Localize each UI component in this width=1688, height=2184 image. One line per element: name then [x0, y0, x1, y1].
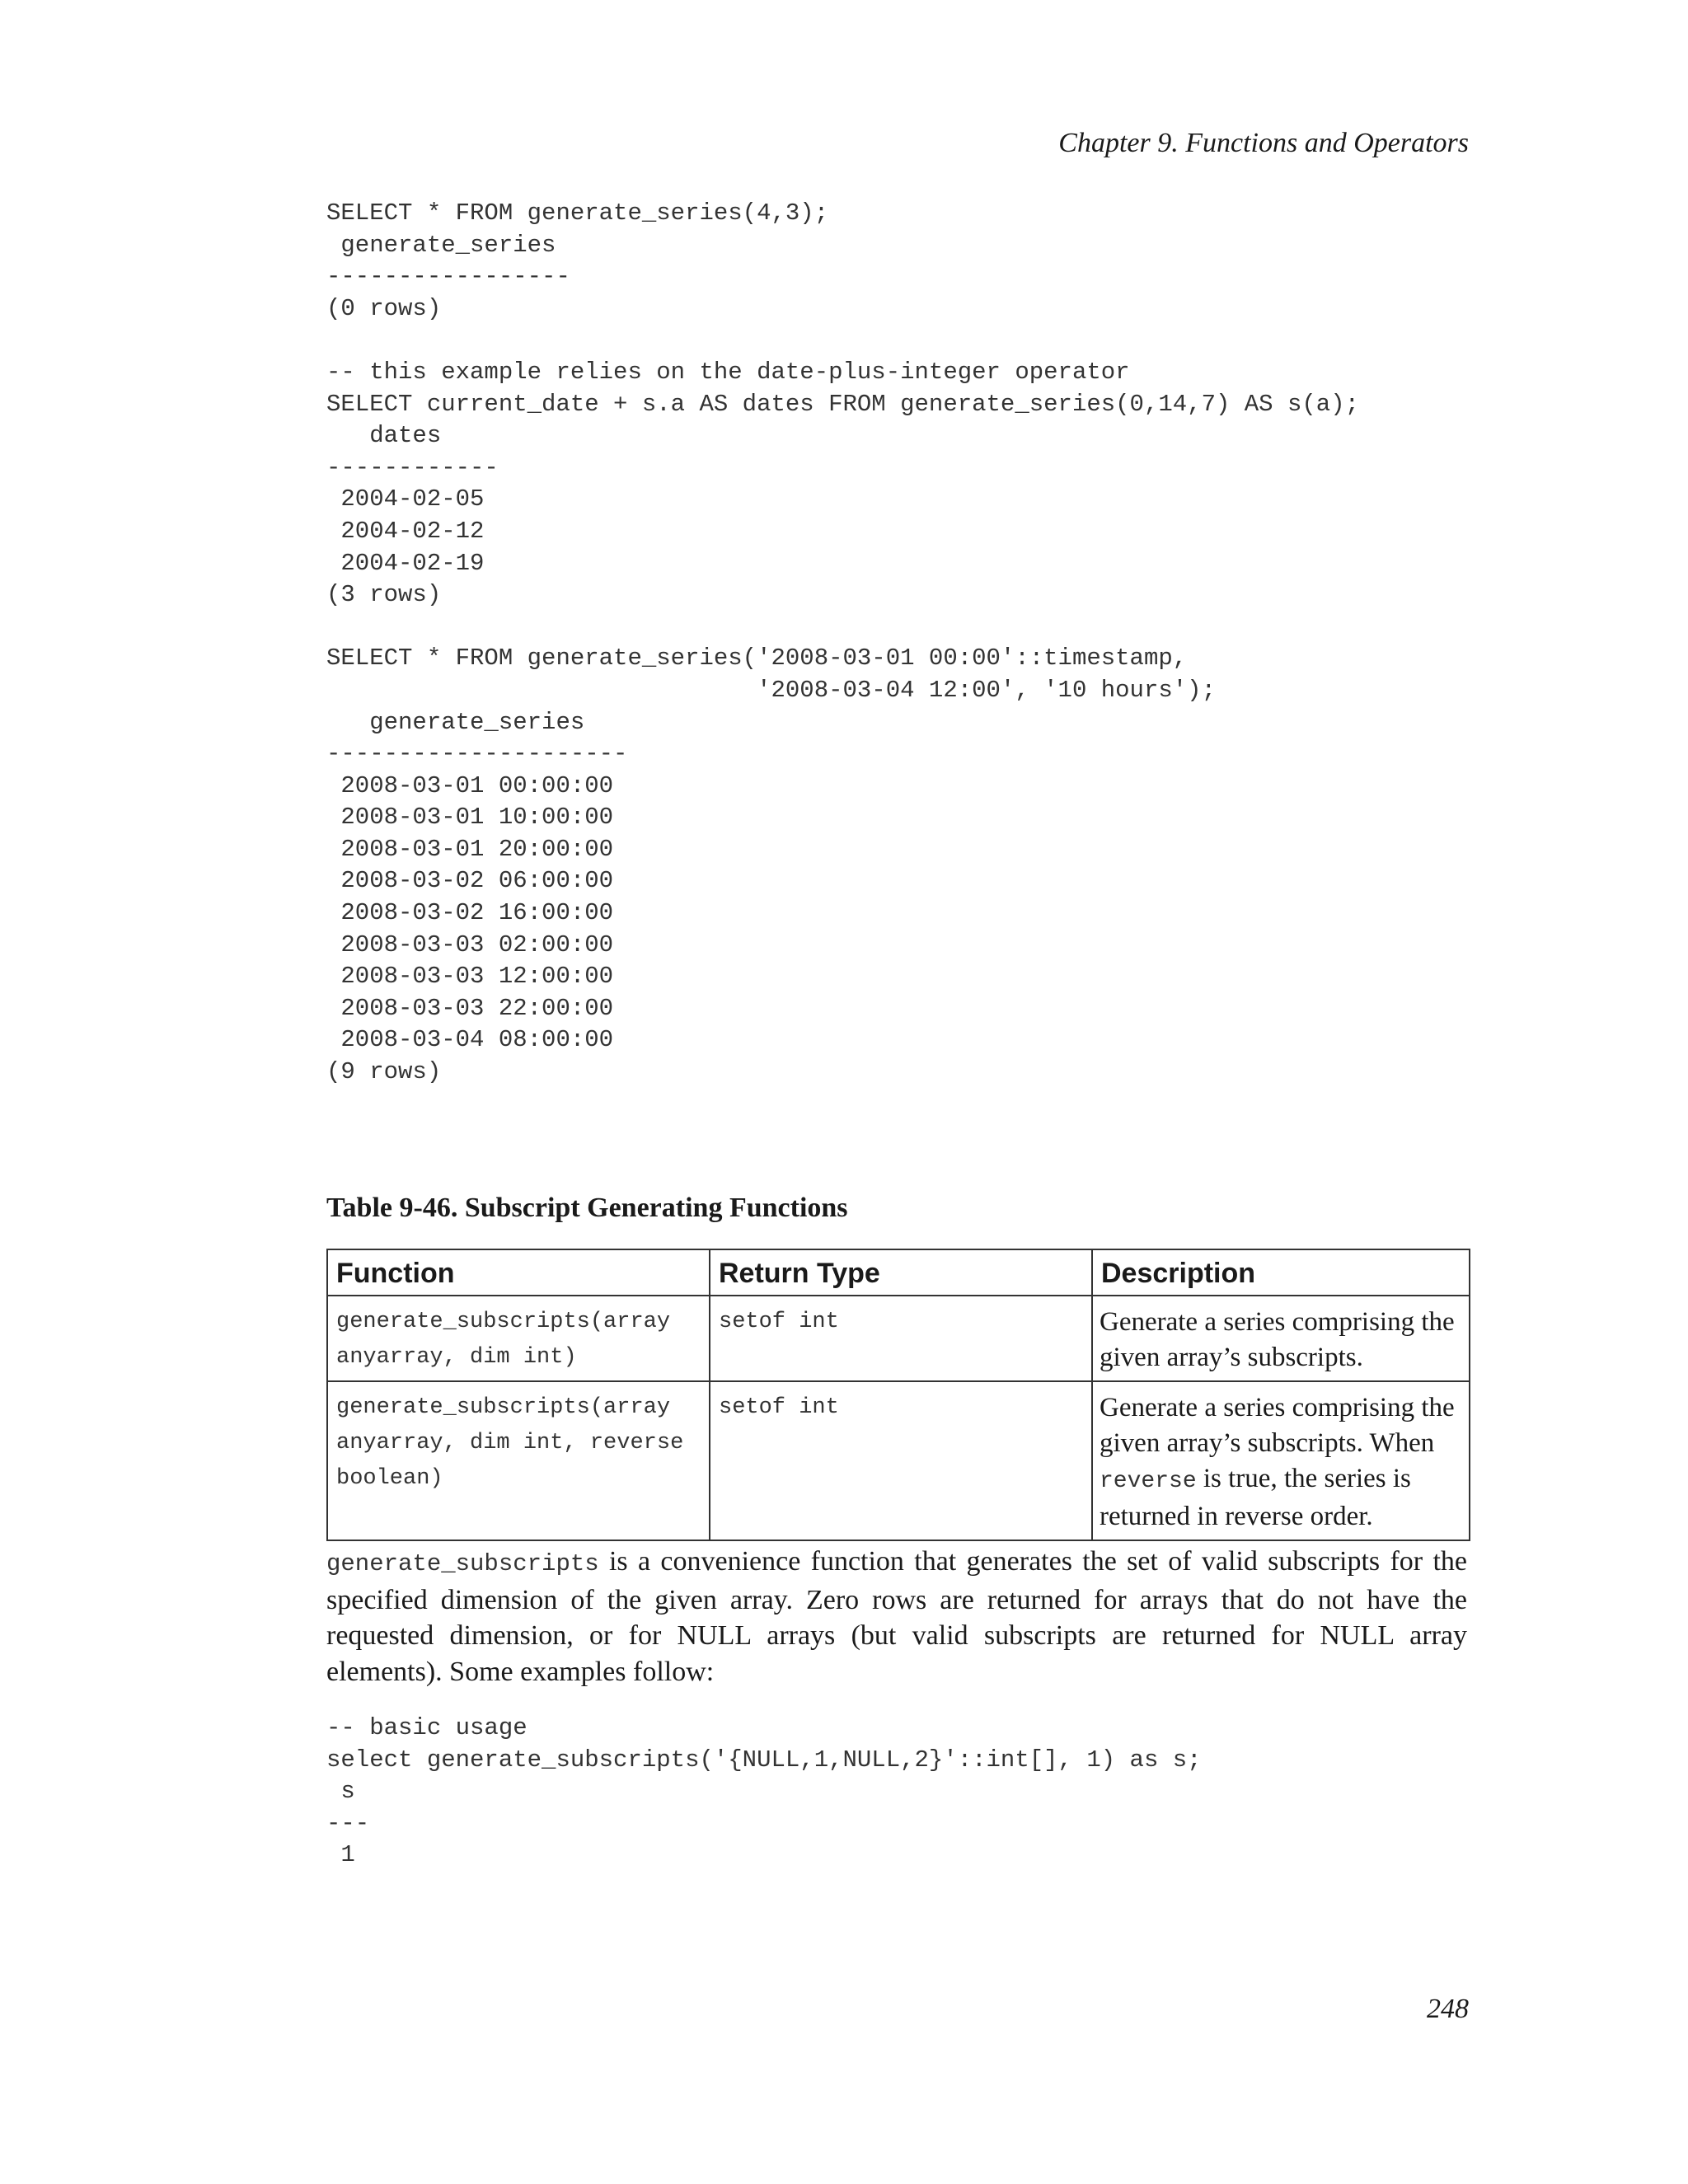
code-line: '2008-03-04 12:00', '10 hours');	[326, 676, 1216, 704]
return-type: setof int	[710, 1296, 1092, 1381]
code-line: 2008-03-01 20:00:00	[326, 835, 614, 863]
code-line: SELECT current_date + s.a AS dates FROM generate_series(0,14,7) AS s(a);	[326, 390, 1360, 418]
code-line: 2008-03-04 08:00:00	[326, 1026, 614, 1054]
code-line: generate_series	[326, 231, 556, 259]
code-line: select generate_subscripts('{NULL,1,NULL,2}'::int[], 1) as s;	[326, 1746, 1202, 1774]
code-line: ---	[326, 1809, 370, 1837]
description-text: Generate a series comprising the given array’s subscripts. When	[1100, 1393, 1455, 1458]
code-line: s	[326, 1778, 355, 1806]
code-line: 2004-02-19	[326, 549, 485, 577]
code-line: 2008-03-03 22:00:00	[326, 994, 614, 1022]
code-line: 2008-03-02 06:00:00	[326, 867, 614, 895]
code-line: 2008-03-01 10:00:00	[326, 804, 614, 832]
code-example-generate-subscripts	[326, 1713, 1202, 1872]
code-line: ------------	[326, 453, 499, 481]
function-signature: generate_subscripts(array anyarray, dim int, reverse boolean)	[327, 1381, 710, 1540]
code-line: SELECT * FROM generate_series('2008-03-01 00:00'::timestamp,	[326, 644, 1188, 673]
code-line: 2008-03-01 00:00:00	[326, 771, 614, 799]
code-line: 2008-03-02 16:00:00	[326, 899, 614, 927]
code-line: ---------------------	[326, 740, 628, 768]
page-number: 248	[1427, 1994, 1469, 2024]
code-line: 2008-03-03 02:00:00	[326, 930, 614, 958]
inline-code: reverse	[1100, 1469, 1197, 1494]
paragraph-text: is a convenience function that generates the set of valid subscripts for the specified dimension of the given array. Zero rows are returned for arrays that do not have the requested dimension, or for NULL arrays (but valid subscripts are returned for NULL array elements). Some examples follow:	[326, 1546, 1467, 1687]
code-line: 1	[326, 1841, 355, 1869]
column-header-function: Function	[327, 1249, 710, 1296]
code-line: 2008-03-03 12:00:00	[326, 963, 614, 991]
return-type: setof int	[710, 1381, 1092, 1540]
code-line: 2004-02-05	[326, 485, 485, 513]
body-paragraph	[326, 1544, 1467, 1690]
code-line: -- this example relies on the date-plus-integer operator	[326, 358, 1130, 386]
code-line	[326, 325, 1359, 357]
function-description: Generate a series comprising the given array’s subscripts.	[1092, 1296, 1470, 1381]
table-row	[327, 1296, 1470, 1381]
code-line: 2004-02-12	[326, 517, 485, 545]
column-header-return-type: Return Type	[710, 1249, 1092, 1296]
table-title: Table 9-46. Subscript Generating Functions	[326, 1193, 848, 1223]
subscript-functions-table	[326, 1249, 1470, 1541]
running-header: Chapter 9. Functions and Operators	[1058, 128, 1469, 158]
table-header-row	[327, 1249, 1470, 1296]
code-line: (3 rows)	[326, 581, 442, 609]
function-signature: generate_subscripts(array anyarray, dim int)	[327, 1296, 710, 1381]
column-header-description: Description	[1092, 1249, 1470, 1296]
code-line: (9 rows)	[326, 1058, 442, 1086]
code-line: dates	[326, 422, 442, 450]
inline-code: generate_subscripts	[326, 1550, 599, 1577]
code-example-generate-series	[326, 198, 1359, 1089]
code-line: -- basic usage	[326, 1714, 528, 1741]
code-line	[326, 612, 1359, 644]
function-description	[1092, 1381, 1470, 1540]
description-text: is true, the series is returned in reverse order.	[1100, 1464, 1411, 1531]
table-row	[327, 1381, 1470, 1540]
code-line: generate_series	[326, 708, 585, 736]
code-line: (0 rows)	[326, 294, 442, 322]
code-line: -----------------	[326, 263, 570, 291]
code-line: SELECT * FROM generate_series(4,3);	[326, 199, 829, 227]
